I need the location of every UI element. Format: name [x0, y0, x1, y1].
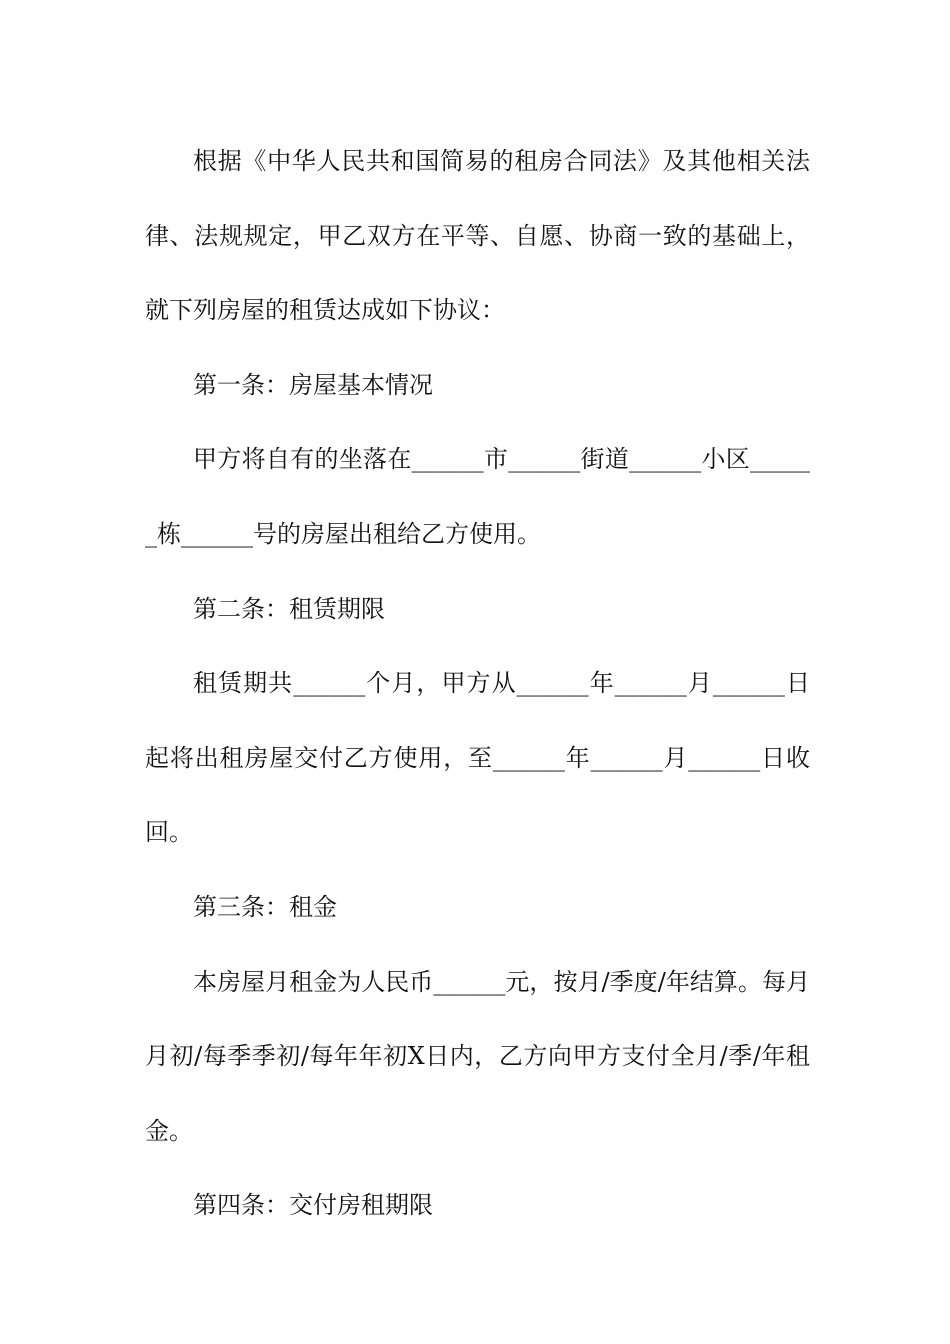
heading-article-4: 第四条：交付房租期限 — [193, 1191, 433, 1220]
heading-article-1: 第一条：房屋基本情况 — [193, 370, 433, 399]
paragraph-article-3: 本房屋月租金为人民币______元，按月/季度/年结算。每月月初/每季季初/每年年初X日内，乙方向甲方支付全月/季/年租金。 — [145, 967, 810, 1145]
heading-article-2: 第二条：租赁期限 — [193, 594, 385, 623]
paragraph-article-1: 甲方将自有的坐落在______市______街道______小区______栋______号的房屋出租给乙方使用。 — [145, 445, 810, 548]
heading-article-3: 第三条：租金 — [193, 892, 337, 921]
document-body — [145, 124, 810, 1243]
paragraph-article-2: 租赁期共______个月，甲方从______年______月______日起将出租房屋交付乙方使用，至______年______月______日收回。 — [145, 669, 810, 847]
paragraph-preamble: 根据《中华人民共和国简易的租房合同法》及其他相关法律、法规规定，甲乙双方在平等、自愿、协商一致的基础上，就下列房屋的租赁达成如下协议： — [145, 147, 810, 325]
